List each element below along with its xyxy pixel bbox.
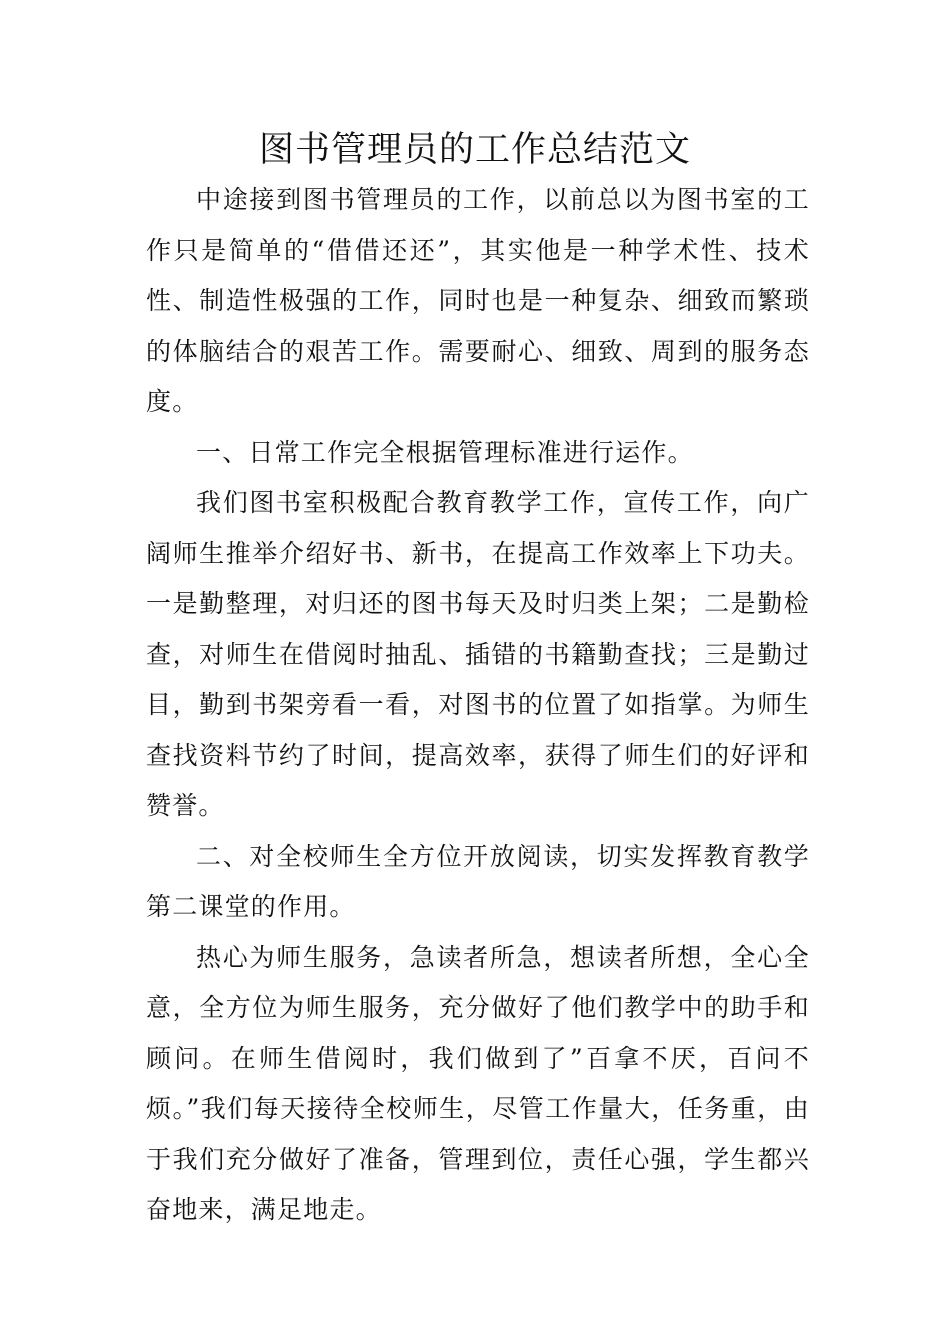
section-heading-2: 二、对全校师生全方位开放阅读，切实发挥教育教学第二课堂的作用。 <box>146 841 810 921</box>
paragraph-daily-work: 我们图书室积极配合教育教学工作，宣传工作，向广阔师生推举介绍好书、新书，在提高工作效率上下功夫。一是勤整理，对归还的图书每天及时归类上架；二是勤检查，对师生在借阅时抽乱、插错的书籍勤查找；三是勤过目，勤到书架旁看一看，对图书的位置了如指掌。为师生查找资料节约了时间，提高效率，获得了师生们的好评和赞誉。 <box>146 488 810 820</box>
paragraph-service: 热心为师生服务，急读者所急，想读者所想，全心全意，全方位为师生服务，充分做好了他们教学中的助手和顾问。在师生借阅时，我们做到了”百拿不厌，百问不烦。”我们每天接待全校师生，尽管工作量大，任务重，由于我们充分做好了准备，管理到位，责任心强，学生都兴奋地来，满足地走。 <box>146 942 810 1224</box>
paragraph-intro: 中途接到图书管理员的工作，以前总以为图书室的工作只是简单的“借借还还”，其实他是一种学术性、技术性、制造性极强的工作，同时也是一种复杂、细致而繁琐的体脑结合的艰苦工作。需要耐心、细致、周到的服务态度。 <box>146 185 810 416</box>
document-title: 图书管理员的工作总结范文 <box>258 130 691 170</box>
section-heading-1: 一、日常工作完全根据管理标准进行运作。 <box>196 437 694 467</box>
document-body <box>146 175 810 1236</box>
